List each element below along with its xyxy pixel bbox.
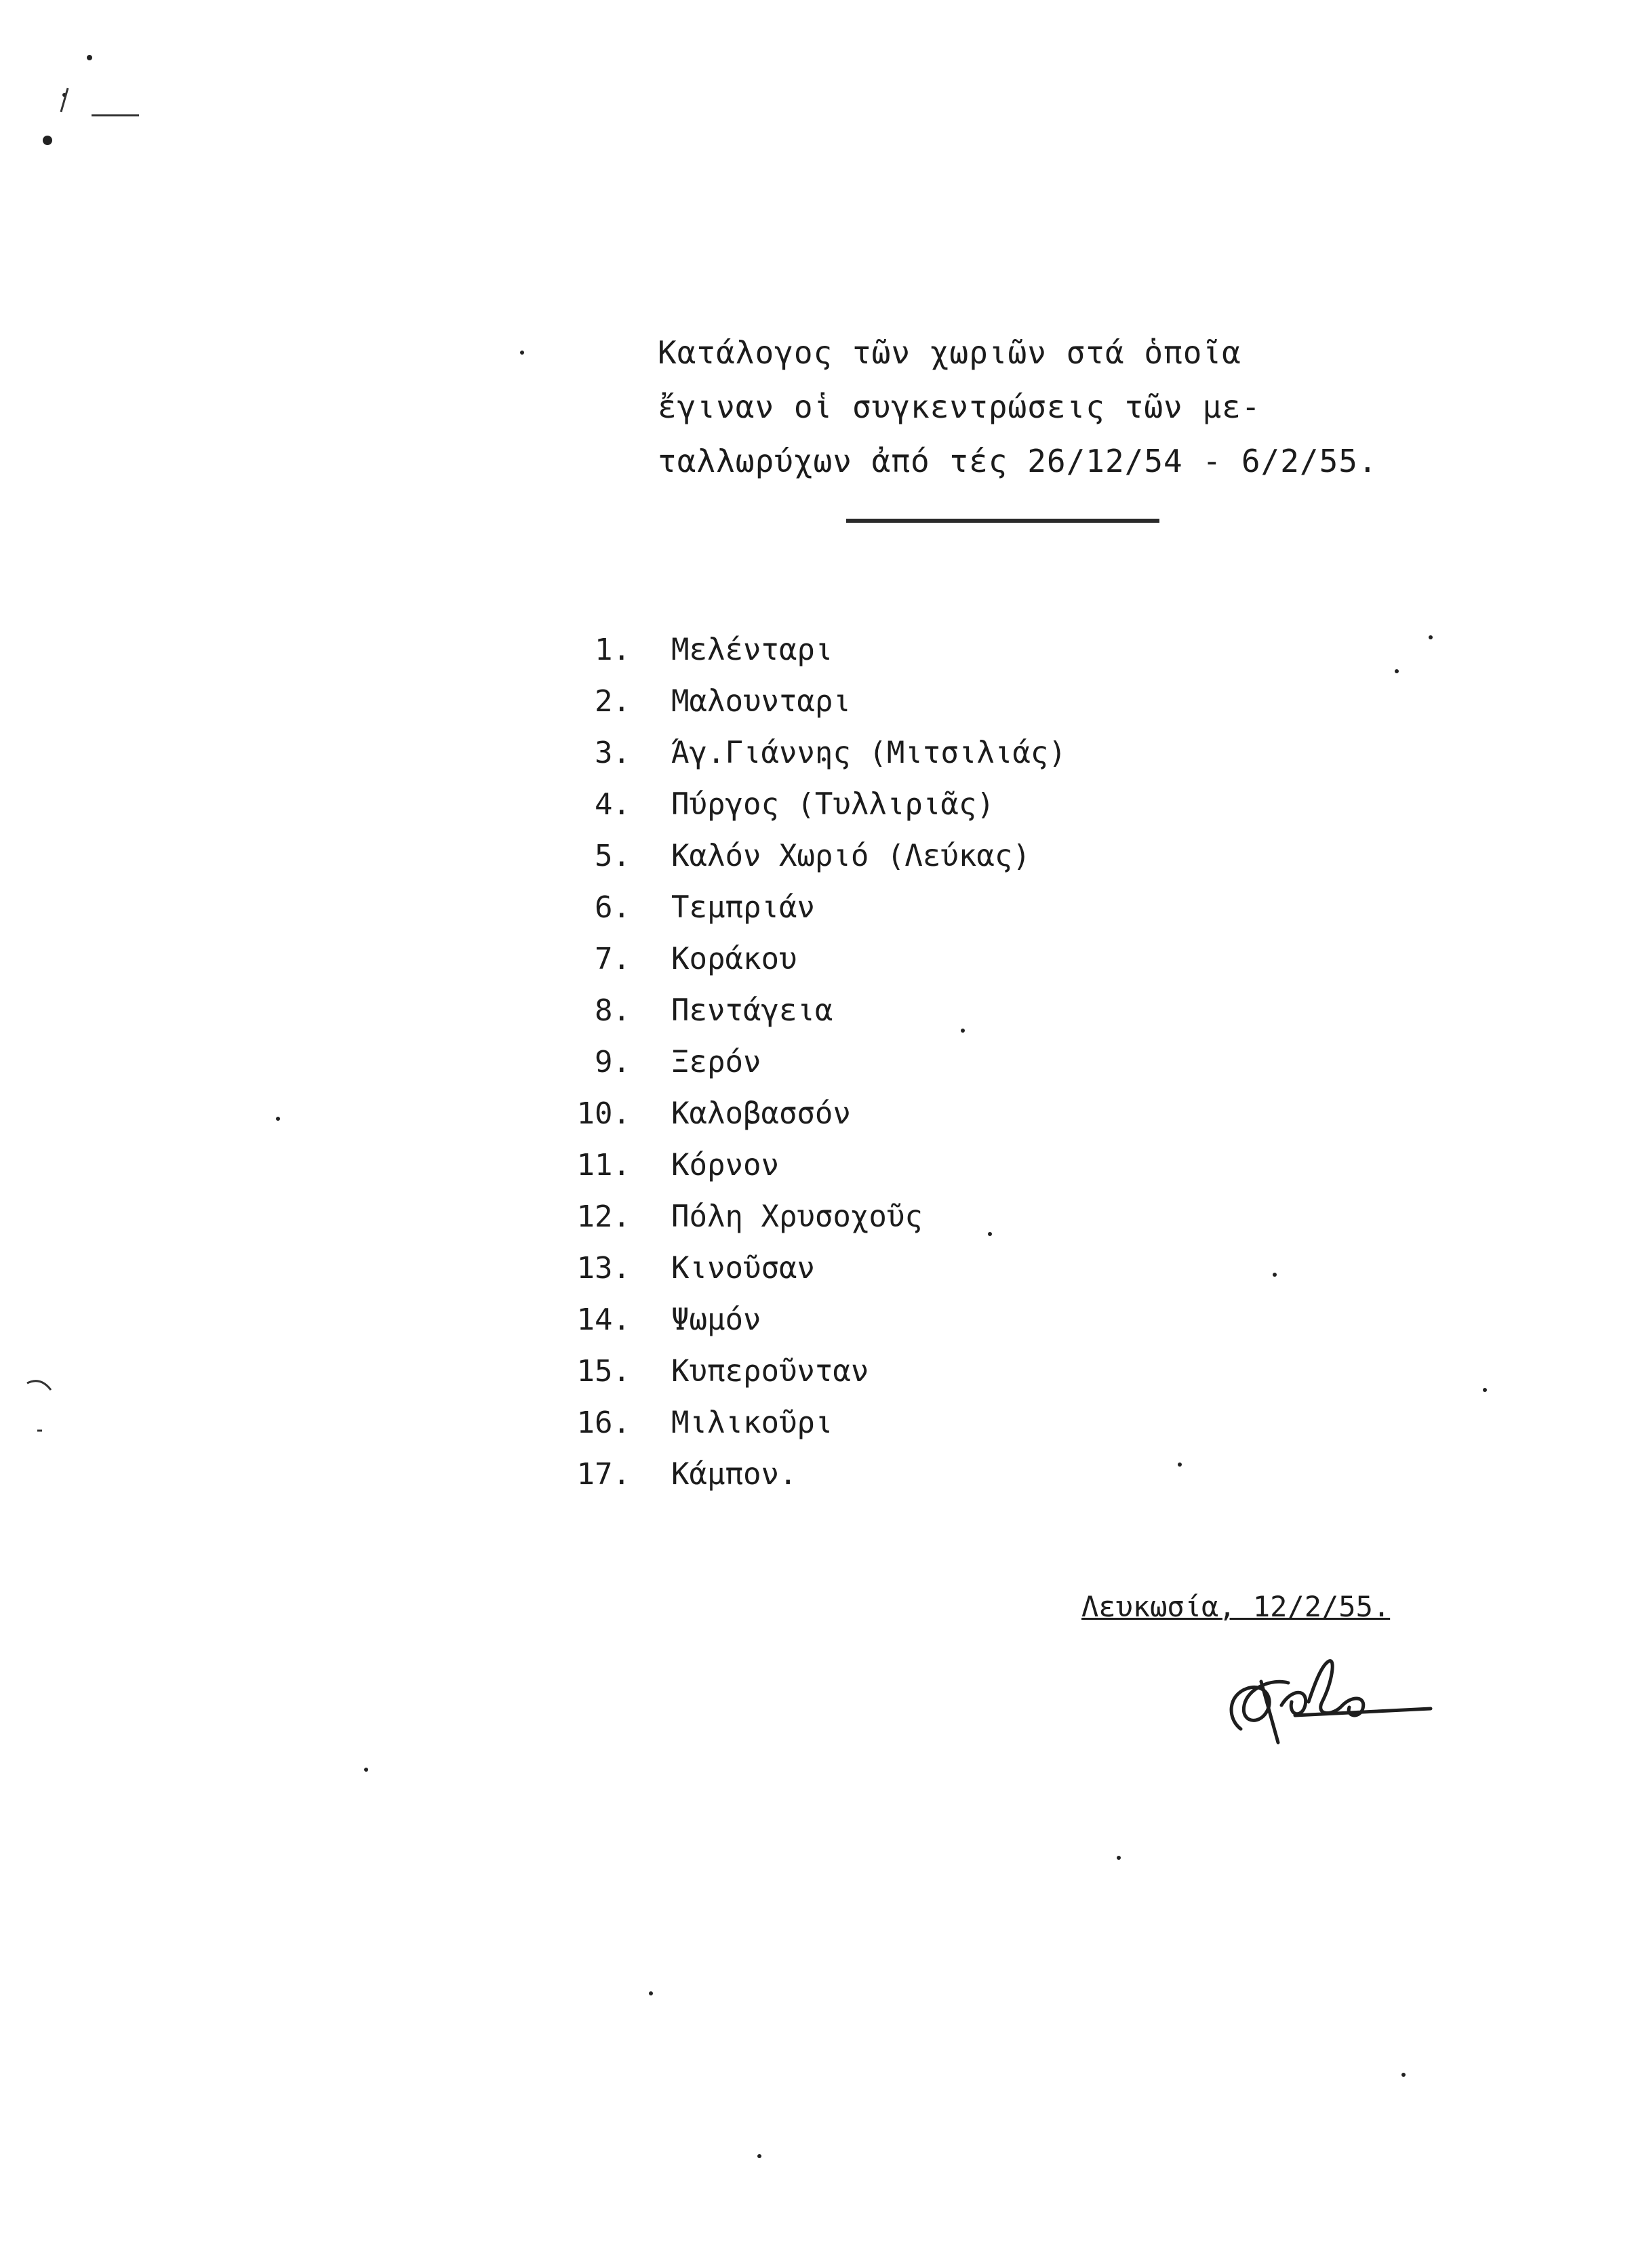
village-name: Μιλικοῦρι	[671, 1405, 833, 1440]
item-number: 3.	[595, 735, 631, 770]
village-name: Κόρνον	[671, 1147, 779, 1182]
item-number: 17.	[576, 1456, 631, 1492]
village-name: Πύργος (Τυλλιριᾶς)	[671, 787, 995, 822]
list-item	[542, 727, 1067, 778]
list-item	[542, 1294, 1067, 1345]
list-item	[542, 1139, 1067, 1191]
document-title	[658, 325, 1378, 488]
item-number: 10.	[576, 1096, 631, 1131]
village-list	[542, 624, 1067, 1500]
list-item	[542, 881, 1067, 933]
list-item	[542, 624, 1067, 675]
village-name: Κυπεροῦνταν	[671, 1353, 869, 1389]
village-name: Μαλουνταρι	[671, 683, 851, 719]
village-name: Ξερόν	[671, 1044, 761, 1079]
place-date: Λευκωσία, 12/2/55.	[1081, 1590, 1391, 1623]
village-name: Πόλη Χρυσοχοῦς	[671, 1199, 923, 1234]
list-item	[542, 1397, 1067, 1448]
list-item	[542, 933, 1067, 984]
title-line: Κατάλογος τῶν χωριῶν στά ὁποῖα	[658, 334, 1241, 371]
item-number: 4.	[595, 787, 631, 822]
item-number: 1.	[595, 632, 631, 667]
item-number: 6.	[595, 890, 631, 925]
title-line: ἔγιναν οἱ συγκεντρώσεις τῶν με-	[658, 389, 1261, 425]
list-item	[542, 1191, 1067, 1242]
list-item	[542, 1448, 1067, 1500]
village-name: Ψωμόν	[671, 1302, 761, 1337]
title-underline	[846, 519, 1159, 523]
item-number: 14.	[576, 1302, 631, 1337]
item-number: 5.	[595, 838, 631, 873]
item-number: 15.	[576, 1353, 631, 1389]
item-number: 8.	[595, 993, 631, 1028]
list-item	[542, 1345, 1067, 1397]
list-item	[542, 1036, 1067, 1088]
item-number: 2.	[595, 683, 631, 719]
village-name: Κάμπον.	[671, 1456, 797, 1492]
village-name: Κινοῦσαν	[671, 1250, 815, 1286]
list-item	[542, 1088, 1067, 1139]
item-number: 9.	[595, 1044, 631, 1079]
item-number: 11.	[576, 1147, 631, 1182]
item-number: 12.	[576, 1199, 631, 1234]
village-name: Καλοβασσόν	[671, 1096, 851, 1131]
list-item	[542, 1242, 1067, 1294]
item-number: 7.	[595, 941, 631, 976]
village-name: Καλόν Χωριό (Λεύκας)	[671, 838, 1031, 873]
village-name: Πεντάγεια	[671, 993, 833, 1028]
village-name: Κοράκου	[671, 941, 797, 976]
title-line: ταλλωρύχων ἀπό τές 26/12/54 - 6/2/55.	[658, 443, 1378, 479]
list-item	[542, 675, 1067, 727]
list-item	[542, 984, 1067, 1036]
list-item	[542, 830, 1067, 881]
village-name: Μελένταρι	[671, 632, 833, 667]
list-item	[542, 778, 1067, 830]
signature	[1214, 1641, 1437, 1749]
village-name: Άγ.Γιάννης (Μιτσιλιάς)	[671, 735, 1067, 770]
item-number: 13.	[576, 1250, 631, 1286]
item-number: 16.	[576, 1405, 631, 1440]
village-name: Τεμπριάν	[671, 890, 815, 925]
